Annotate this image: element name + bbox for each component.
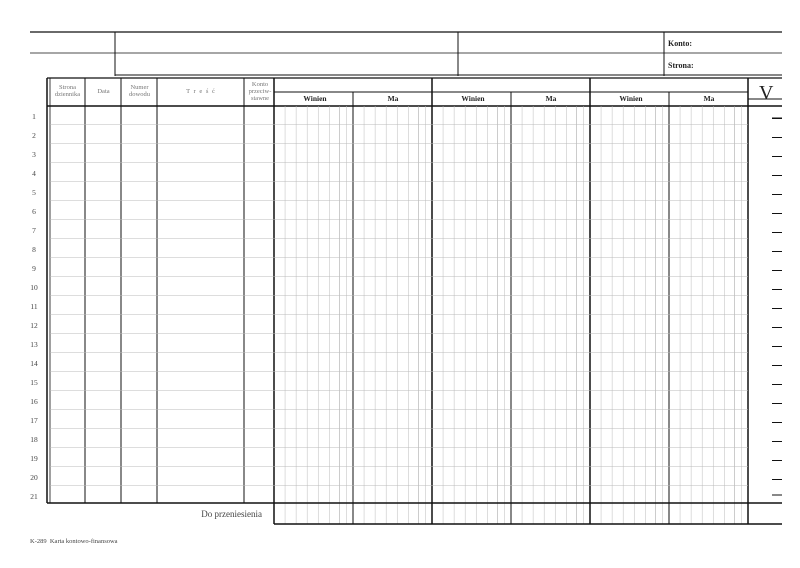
row-number: 2 xyxy=(32,131,36,140)
row-number: 9 xyxy=(32,264,36,273)
form-name: Karta kontowo-finansowa xyxy=(49,538,118,545)
col-numer-dowodu: Numer dowodu xyxy=(129,84,150,98)
col-tresc: T r e ś ć xyxy=(186,88,216,95)
group3-winien-label: Winien xyxy=(619,94,643,103)
row-number: 13 xyxy=(30,340,38,349)
row-number: 20 xyxy=(30,473,38,482)
row-number: 5 xyxy=(32,188,36,197)
row-number: 14 xyxy=(30,359,38,368)
form-code: K-289 xyxy=(30,538,47,545)
row-number: 11 xyxy=(30,302,38,311)
row-number: 15 xyxy=(30,378,38,387)
row-number: 12 xyxy=(30,321,38,330)
row-number: 7 xyxy=(32,226,36,235)
group1-winien-label: Winien xyxy=(303,94,327,103)
carry-forward-label: Do przeniesienia xyxy=(201,509,262,519)
row-number: 1 xyxy=(32,112,36,121)
row-number: 10 xyxy=(30,283,38,292)
konto-label: Konto: xyxy=(668,39,692,48)
strona-label: Strona: xyxy=(668,61,694,70)
group2-ma-label: Ma xyxy=(545,94,557,103)
row-number: 16 xyxy=(30,397,38,406)
group2-winien-label: Winien xyxy=(461,94,485,103)
group1-ma-label: Ma xyxy=(387,94,399,103)
row-number: 6 xyxy=(32,207,36,216)
row-number: 18 xyxy=(30,435,38,444)
row-number: 8 xyxy=(32,245,36,254)
row-number: 3 xyxy=(32,150,36,159)
group3-ma-label: Ma xyxy=(703,94,715,103)
row-number: 4 xyxy=(32,169,36,178)
row-number: 19 xyxy=(30,454,38,463)
row-number: 17 xyxy=(30,416,38,425)
col-strona-dziennika: Strona dziennika xyxy=(54,84,81,98)
col-data: Data xyxy=(97,88,110,95)
v-mark: V xyxy=(759,82,774,104)
row-number: 21 xyxy=(30,492,38,501)
form-footer xyxy=(30,538,118,545)
col-konto-przeciwstawne: Konto przeciw- stawne xyxy=(248,81,272,102)
